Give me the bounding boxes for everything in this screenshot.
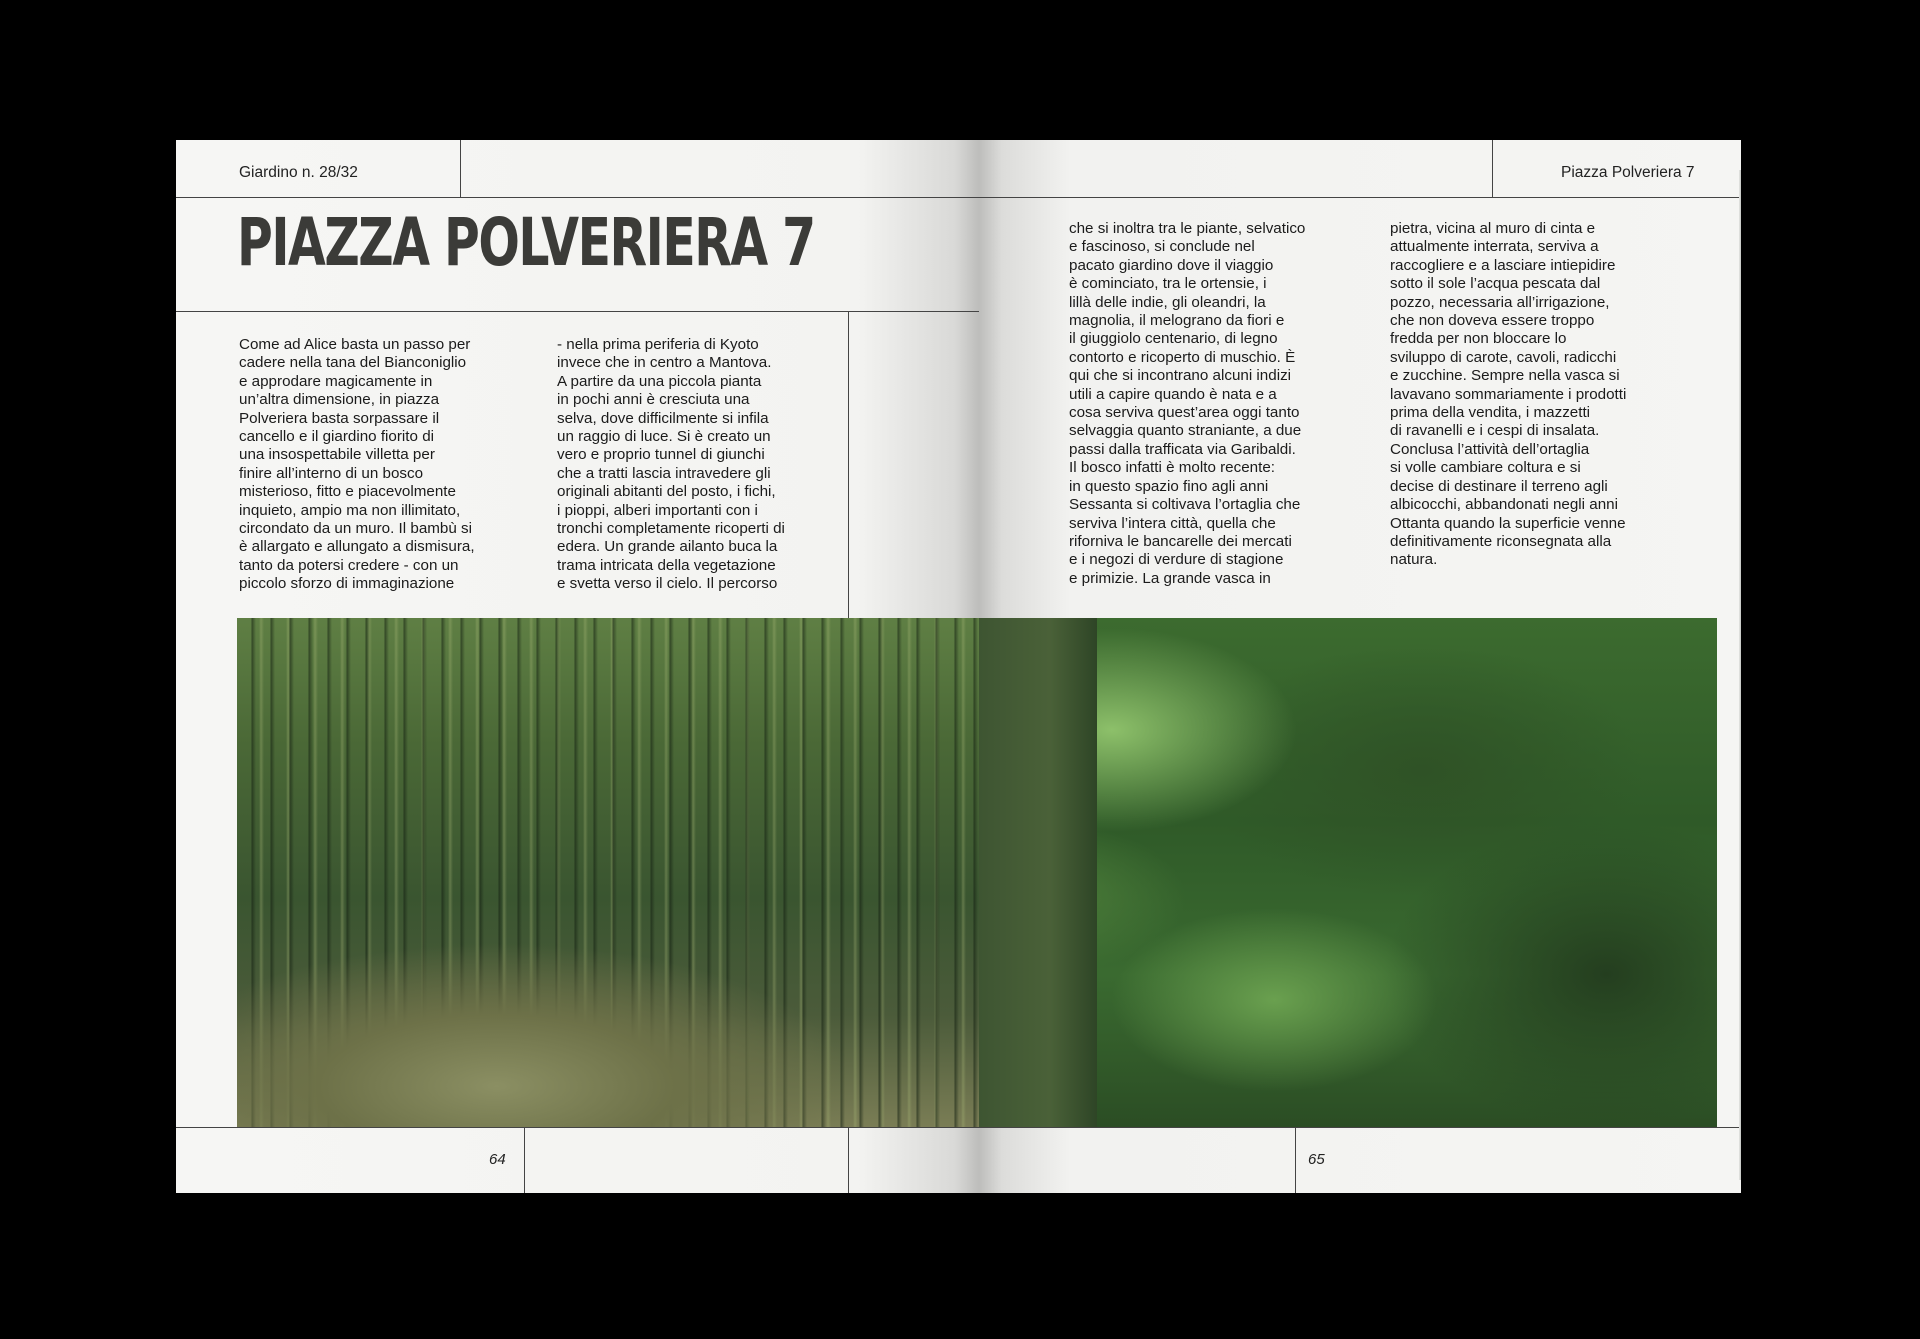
photo-gutter-shadow	[979, 618, 1097, 1127]
header-rule	[176, 197, 979, 198]
magazine-spread	[176, 140, 1741, 1193]
footer-rule	[176, 1127, 979, 1128]
bamboo-forest-photo	[237, 618, 979, 1127]
right-page	[979, 140, 1741, 1193]
header-divider	[1492, 140, 1493, 197]
page-edge-stack	[1739, 170, 1741, 1180]
running-head-left: Giardino n. 28/32	[239, 164, 358, 181]
page-number-left: 64	[489, 1151, 506, 1168]
green-foliage-photo	[979, 618, 1717, 1127]
header-rule	[979, 197, 1741, 198]
page-number-right: 65	[1308, 1151, 1325, 1168]
body-column-1: Come ad Alice basta un passo per cadere nella tana del Bianconiglio e approdare magicamente in un’altra dimensione, in piazza Polveriera basta sorpassare il cancello e il giardino fiorito di una insospettabile villetta per finire all’interno di un bosco misterioso, fitto e piacevolmente inquieto, ampio ma non illimitato, circondato da un muro. Il bambù si è allargato e allungato a dismisura, tanto da potersi credere - con un piccolo sforzo di immaginazione	[239, 336, 475, 593]
body-column-3: che si inoltra tra le piante, selvatico e fascinoso, si conclude nel pacato giardino dove il viaggio è cominciato, tra le ortensie, i lillà delle indie, gli oleandri, la magnolia, il melograno da fiori e il giuggiolo centenario, di legno contorto e ricoperto di muschio. È qui che si incontrano alcuni indizi utili a capire quando è nata e a cosa serviva quest’area oggi tanto selvaggia quanto straniante, a due passi dalla trafficata via Garibaldi. Il bosco infatti è molto recente: in questo spazio fino agli anni Sessanta si coltivava l’ortaglia che serviva l’intera città, quella che riforniva le bancarelle dei mercati e i negozi di verdure di stagione e primizie. La grande vasca in	[1069, 220, 1306, 587]
body-column-4: pietra, vicina al muro di cinta e attualmente interrata, serviva a raccogliere e a lasciare intiepidire sotto il sole l’acqua pescata dal pozzo, necessaria all’irrigazione, che non doveva essere troppo fredda per non bloccare lo sviluppo di carote, cavoli, radicchi e zucchine. Sempre nella vasca si lavavano sommariamente i prodotti prima della vendita, i mazzetti di ravanelli e i cespi di insalata. Conclusa l’attività dell’ortaglia si volle cambiare coltura e si decise di destinare il terreno agli albicocchi, abbandonati negli anni Ottanta quando la superficie venne definitivamente riconsegnata alla natura.	[1390, 220, 1627, 569]
left-page	[176, 140, 979, 1193]
running-head-right: Piazza Polveriera 7	[1561, 164, 1695, 181]
body-column-2: - nella prima periferia di Kyoto invece che in centro a Mantova. A partire da una piccola pianta in pochi anni è cresciuta una selva, dove difficilmente si infila un raggio di luce. Si è creato un vero e proprio tunnel di giunchi che a tratti lascia intravedere gli originali abitanti del posto, i fichi, i pioppi, alberi importanti con i tronchi completamente ricoperti di edera. Un grande ailanto buca la trama intricata della vegetazione e svetta verso il cielo. Il percorso	[557, 336, 785, 593]
header-divider	[460, 140, 461, 197]
footer-rule	[979, 1127, 1741, 1128]
article-title: PIAZZA POLVERIERA 7	[237, 204, 815, 281]
footer-divider	[524, 1127, 525, 1193]
title-rule	[176, 311, 979, 312]
footer-divider	[1295, 1127, 1296, 1193]
